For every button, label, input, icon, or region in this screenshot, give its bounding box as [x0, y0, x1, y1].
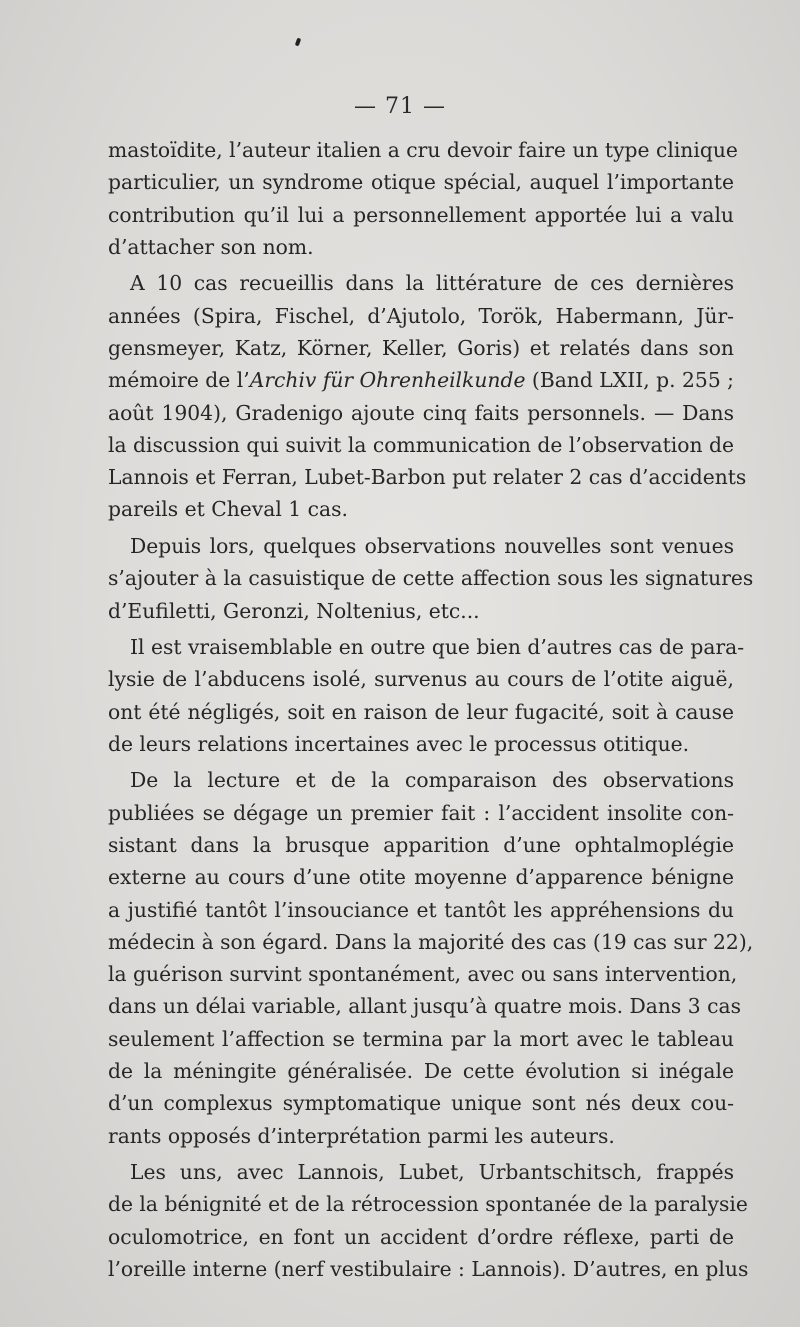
text-line: août 1904), Gradenigo ajoute cinq faits personnels. — Dans [108, 400, 734, 425]
text-run: (Band LXII, p. 255 ; [525, 368, 735, 393]
text-line: externe au cours d’une otite moyenne d’apparence bénigne [108, 865, 734, 890]
text-line: d’Eufiletti, Geronzi, Noltenius, etc... [108, 598, 480, 623]
text-line: sistant dans la brusque apparition d’une ophtalmoplégie [108, 832, 734, 857]
text-line [108, 364, 734, 396]
text-line: De la lecture et de la comparaison des observations [130, 768, 734, 793]
text-line: Lannois et Ferran, Lubet-Barbon put relater 2 cas d’accidents [108, 465, 747, 490]
text-line: Il est vraisemblable en outre que bien d’autres cas de para- [130, 635, 745, 660]
text-line: de la méningite généralisée. De cette évolution si inégale [108, 1059, 734, 1084]
text-line: de leurs relations incertaines avec le processus otitique. [108, 731, 690, 756]
text-line: années (Spira, Fischel, d’Ajutolo, Torök, Habermann, Jür- [108, 303, 734, 328]
text-line: de la bénignité et de la rétrocession spontanée de la paralysie [108, 1192, 748, 1217]
text-run: mémoire de l’ [108, 368, 250, 393]
paragraph [108, 134, 738, 263]
text-line: Depuis lors, quelques observations nouvelles sont venues [130, 533, 734, 558]
text-line: a justifié tantôt l’insouciance et tantôt les appréhensions du [108, 897, 734, 922]
text-line: la guérison survint spontanément, avec ou sans intervention, [108, 962, 738, 987]
paragraph [108, 530, 754, 627]
text-line: A 10 cas recueillis dans la littérature de ces dernières [130, 271, 734, 296]
text-line: la discussion qui suivit la communication de l’observation de [108, 432, 734, 457]
paragraph [108, 1156, 749, 1285]
paragraph [108, 631, 745, 760]
paragraph [108, 764, 754, 1152]
text-line: dans un délai variable, allant jusqu’à quatre mois. Dans 3 cas [108, 994, 741, 1019]
text-line: s’ajouter à la casuistique de cette affection sous les signatures [108, 566, 754, 591]
journal-title: Archiv für Ohrenheilkunde [249, 368, 526, 393]
text-line: seulement l’affection se termina par la mort avec le tableau [108, 1026, 734, 1051]
body-text [108, 134, 754, 1290]
text-line: médecin à son égard. Dans la majorité des cas (19 cas sur 22), [108, 929, 754, 954]
text-line: oculomotrice, en font un accident d’ordre réflexe, parti de [108, 1224, 734, 1249]
text-line: d’attacher son nom. [108, 234, 314, 259]
text-line: d’un complexus symptomatique unique sont nés deux cou- [108, 1091, 734, 1116]
text-line: mastoïdite, l’auteur italien a cru devoir faire un type clinique [108, 138, 738, 162]
text-line: lysie de l’abducens isolé, survenus au cours de l’otite aiguë, [108, 667, 734, 692]
text-line: particulier, un syndrome otique spécial, auquel l’importante [108, 170, 734, 195]
text-line: Les uns, avec Lannois, Lubet, Urbantschitsch, frappés [130, 1160, 734, 1185]
text-line: rants opposés d’interprétation parmi les auteurs. [108, 1123, 615, 1148]
text-line: gensmeyer, Katz, Körner, Keller, Goris) et relatés dans son [108, 335, 734, 360]
text-line: contribution qu’il lui a personnellement apportée lui a valu [108, 202, 734, 227]
text-line: pareils et Cheval 1 cas. [108, 497, 348, 522]
text-line: l’oreille interne (nerf vestibulaire : Lannois). D’autres, en plus [108, 1257, 749, 1282]
text-line: publiées se dégage un premier fait : l’accident insolite con- [108, 800, 734, 825]
paragraph [108, 267, 747, 525]
text-line: ont été négligés, soit en raison de leur fugacité, soit à cause [108, 699, 734, 724]
ink-speck [295, 38, 301, 47]
page-number: — 71 — [354, 94, 446, 119]
